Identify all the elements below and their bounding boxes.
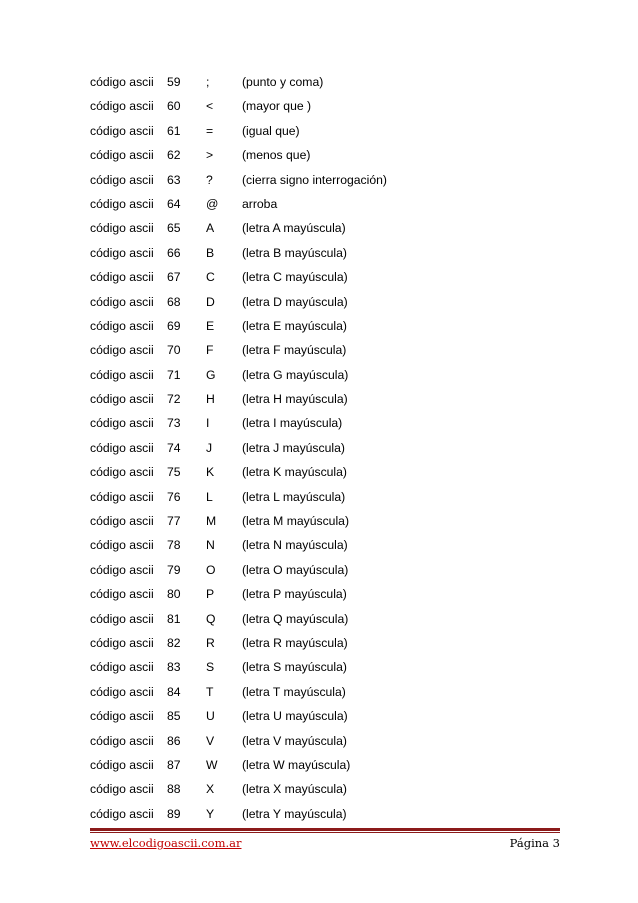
row-description: (letra M mayúscula) bbox=[242, 514, 350, 529]
footer-rule-thin bbox=[90, 832, 560, 833]
row-char: ; bbox=[206, 75, 210, 89]
row-char: F bbox=[206, 343, 214, 358]
row-description: (menos que) bbox=[242, 148, 311, 163]
row-label: código ascii bbox=[90, 611, 154, 626]
row-code: 68 bbox=[167, 294, 181, 309]
row-description: (letra I mayúscula) bbox=[242, 416, 343, 431]
row-char: V bbox=[206, 733, 215, 748]
row-description: (igual que) bbox=[242, 123, 300, 138]
row-description: (letra L mayúscula) bbox=[242, 489, 346, 504]
ascii-table bbox=[90, 70, 560, 826]
table-row bbox=[90, 680, 560, 704]
row-description: (letra E mayúscula) bbox=[242, 318, 347, 333]
row-code: 83 bbox=[167, 660, 181, 675]
table-row bbox=[90, 485, 560, 509]
row-code: 78 bbox=[167, 538, 181, 553]
table-row bbox=[90, 777, 560, 801]
page-number: Página 3 bbox=[509, 836, 560, 850]
table-row bbox=[90, 241, 560, 265]
row-code: 77 bbox=[167, 514, 181, 529]
row-description: (letra P mayúscula) bbox=[242, 587, 347, 602]
row-description: (letra V mayúscula) bbox=[242, 733, 347, 748]
row-code: 87 bbox=[167, 757, 181, 772]
table-row bbox=[90, 70, 560, 94]
row-char: P bbox=[206, 587, 215, 602]
row-char: B bbox=[206, 245, 215, 260]
row-label: código ascii bbox=[90, 318, 154, 333]
table-row bbox=[90, 168, 560, 192]
row-label: código ascii bbox=[90, 221, 154, 236]
row-code: 67 bbox=[167, 270, 181, 285]
footer-rule bbox=[90, 828, 560, 831]
table-row bbox=[90, 143, 560, 167]
row-char: < bbox=[206, 99, 214, 114]
row-code: 73 bbox=[167, 416, 181, 431]
table-row bbox=[90, 802, 560, 826]
row-code: 89 bbox=[167, 806, 181, 821]
row-label: código ascii bbox=[90, 635, 154, 650]
row-description: (cierra signo interrogación) bbox=[242, 172, 387, 187]
table-row bbox=[90, 631, 560, 655]
row-description: (mayor que ) bbox=[242, 99, 312, 114]
row-char: R bbox=[206, 635, 215, 650]
table-row bbox=[90, 704, 560, 728]
row-label: código ascii bbox=[90, 123, 154, 138]
row-label: código ascii bbox=[90, 684, 154, 699]
row-code: 62 bbox=[167, 148, 181, 163]
row-char: M bbox=[206, 514, 217, 529]
row-char: ? bbox=[206, 172, 213, 187]
footer-website-link[interactable]: www.elcodigoascii.com.ar bbox=[90, 836, 242, 850]
row-code: 76 bbox=[167, 489, 181, 504]
table-row bbox=[90, 436, 560, 460]
table-row bbox=[90, 533, 560, 557]
row-char: U bbox=[206, 709, 215, 724]
row-code: 80 bbox=[167, 587, 181, 602]
row-char: S bbox=[206, 660, 215, 675]
row-label: código ascii bbox=[90, 562, 154, 577]
row-description: (letra K mayúscula) bbox=[242, 465, 347, 480]
row-description: (letra R mayúscula) bbox=[242, 635, 348, 650]
row-code: 81 bbox=[167, 611, 181, 626]
row-char: H bbox=[206, 392, 215, 407]
row-label: código ascii bbox=[90, 709, 154, 724]
row-description: (letra O mayúscula) bbox=[242, 562, 349, 577]
row-description: (punto y coma) bbox=[242, 75, 324, 89]
row-char: = bbox=[206, 123, 214, 138]
row-code: 82 bbox=[167, 635, 181, 650]
row-char: E bbox=[206, 318, 215, 333]
row-label: código ascii bbox=[90, 343, 154, 358]
row-char: G bbox=[206, 367, 216, 382]
row-label: código ascii bbox=[90, 196, 154, 211]
row-description: (letra U mayúscula) bbox=[242, 709, 348, 724]
row-code: 86 bbox=[167, 733, 181, 748]
row-label: código ascii bbox=[90, 416, 154, 431]
row-code: 74 bbox=[167, 440, 181, 455]
table-row bbox=[90, 216, 560, 240]
table-row bbox=[90, 290, 560, 314]
row-code: 61 bbox=[167, 123, 181, 138]
table-row bbox=[90, 94, 560, 118]
row-description: (letra A mayúscula) bbox=[242, 221, 346, 236]
row-label: código ascii bbox=[90, 99, 154, 114]
row-code: 85 bbox=[167, 709, 181, 724]
row-label: código ascii bbox=[90, 392, 154, 407]
row-description: (letra X mayúscula) bbox=[242, 782, 347, 797]
table-row bbox=[90, 192, 560, 216]
row-description: (letra N mayúscula) bbox=[242, 538, 348, 553]
row-label: código ascii bbox=[90, 806, 154, 821]
row-code: 71 bbox=[167, 367, 181, 382]
row-label: código ascii bbox=[90, 270, 154, 285]
table-row bbox=[90, 582, 560, 606]
row-code: 60 bbox=[167, 99, 181, 114]
row-char: Y bbox=[206, 806, 215, 821]
row-description: arroba bbox=[242, 196, 278, 211]
row-description: (letra G mayúscula) bbox=[242, 367, 349, 382]
table-row bbox=[90, 338, 560, 362]
table-row bbox=[90, 363, 560, 387]
row-description: (letra B mayúscula) bbox=[242, 245, 347, 260]
table-row bbox=[90, 655, 560, 679]
row-char: C bbox=[206, 270, 215, 285]
row-code: 79 bbox=[167, 562, 181, 577]
table-row bbox=[90, 753, 560, 777]
row-code: 59 bbox=[167, 75, 181, 89]
row-code: 75 bbox=[167, 465, 181, 480]
row-code: 88 bbox=[167, 782, 181, 797]
row-code: 70 bbox=[167, 343, 181, 358]
row-description: (letra D mayúscula) bbox=[242, 294, 348, 309]
row-label: código ascii bbox=[90, 294, 154, 309]
table-row bbox=[90, 411, 560, 435]
row-char: K bbox=[206, 465, 215, 480]
row-code: 64 bbox=[167, 196, 181, 211]
row-char: J bbox=[206, 440, 213, 455]
row-description: (letra F mayúscula) bbox=[242, 343, 347, 358]
row-label: código ascii bbox=[90, 148, 154, 163]
row-label: código ascii bbox=[90, 514, 154, 529]
row-char: I bbox=[206, 416, 210, 431]
row-char: A bbox=[206, 221, 215, 236]
row-label: código ascii bbox=[90, 465, 154, 480]
row-label: código ascii bbox=[90, 245, 154, 260]
row-description: (letra C mayúscula) bbox=[242, 270, 348, 285]
row-label: código ascii bbox=[90, 782, 154, 797]
row-label: código ascii bbox=[90, 733, 154, 748]
table-row bbox=[90, 558, 560, 582]
row-label: código ascii bbox=[90, 172, 154, 187]
row-char: W bbox=[206, 757, 218, 772]
table-row bbox=[90, 460, 560, 484]
row-label: código ascii bbox=[90, 367, 154, 382]
row-description: (letra S mayúscula) bbox=[242, 660, 347, 675]
table-row bbox=[90, 509, 560, 533]
row-char: T bbox=[206, 684, 214, 699]
row-char: O bbox=[206, 562, 216, 577]
row-label: código ascii bbox=[90, 538, 154, 553]
row-char: > bbox=[206, 148, 214, 163]
row-code: 69 bbox=[167, 318, 181, 333]
row-label: código ascii bbox=[90, 757, 154, 772]
row-description: (letra Q mayúscula) bbox=[242, 611, 349, 626]
row-description: (letra H mayúscula) bbox=[242, 392, 348, 407]
row-char: @ bbox=[206, 196, 219, 211]
row-label: código ascii bbox=[90, 489, 154, 504]
row-label: código ascii bbox=[90, 440, 154, 455]
row-code: 72 bbox=[167, 392, 181, 407]
row-description: (letra W mayúscula) bbox=[242, 757, 351, 772]
row-code: 84 bbox=[167, 684, 181, 699]
table-row bbox=[90, 607, 560, 631]
row-code: 65 bbox=[167, 221, 181, 236]
row-description: (letra T mayúscula) bbox=[242, 684, 346, 699]
row-label: código ascii bbox=[90, 75, 154, 89]
row-code: 63 bbox=[167, 172, 181, 187]
row-code: 66 bbox=[167, 245, 181, 260]
row-description: (letra J mayúscula) bbox=[242, 440, 345, 455]
row-char: L bbox=[206, 489, 213, 504]
table-row bbox=[90, 729, 560, 753]
table-row bbox=[90, 119, 560, 143]
row-char: Q bbox=[206, 611, 216, 626]
row-char: D bbox=[206, 294, 215, 309]
row-label: código ascii bbox=[90, 660, 154, 675]
table-row bbox=[90, 265, 560, 289]
row-char: N bbox=[206, 538, 215, 553]
row-label: código ascii bbox=[90, 587, 154, 602]
table-row bbox=[90, 387, 560, 411]
row-description: (letra Y mayúscula) bbox=[242, 806, 347, 821]
row-char: X bbox=[206, 782, 215, 797]
table-row bbox=[90, 314, 560, 338]
